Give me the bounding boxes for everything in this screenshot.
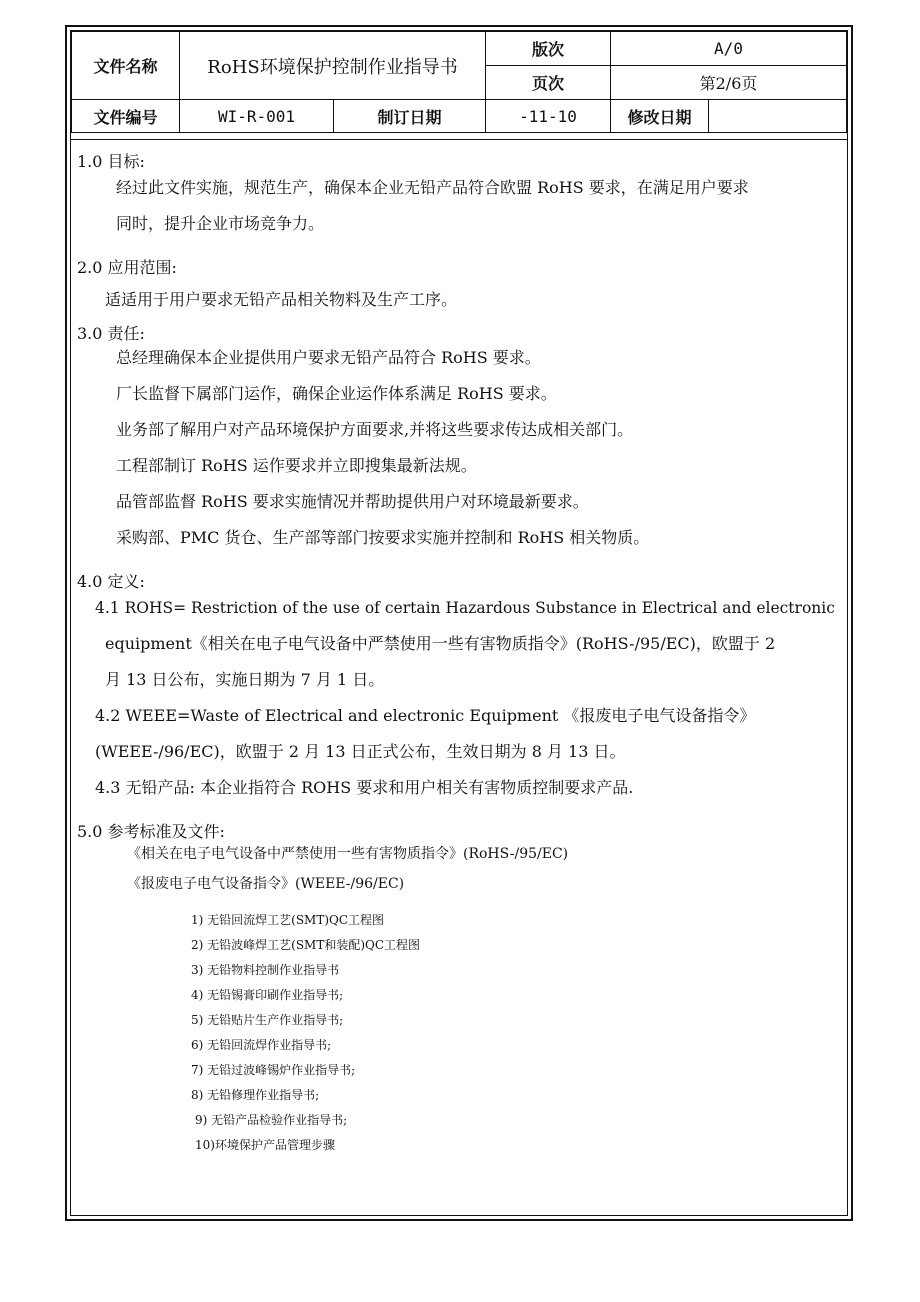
document-inner-frame: [70, 30, 848, 1216]
section-3-line: 总经理确保本企业提供用户要求无铅产品符合 RoHS 要求。: [116, 348, 541, 367]
section-4-line: 月 13 日公布，实施日期为 7 月 1 日。: [105, 670, 385, 689]
section-2-heading: 2.0 应用范围:: [77, 258, 177, 277]
modify-date-value: [709, 100, 847, 133]
revise-date-value: -11-10: [486, 100, 611, 133]
section-4-line: (WEEE-/96/EC)，欧盟于 2 月 13 日正式公布，生效日期为 8 月 13 日。: [95, 742, 626, 761]
section-1-line: 经过此文件实施，规范生产，确保本企业无铅产品符合欧盟 RoHS 要求，在满足用户要求: [116, 178, 749, 197]
section-3-line: 品管部监督 RoHS 要求实施情况并帮助提供用户对环境最新要求。: [116, 492, 589, 511]
list-item: 4) 无铅锡膏印刷作业指导书;: [191, 988, 344, 1002]
version-value: A/0: [611, 32, 847, 66]
document-frame: [65, 25, 853, 1221]
header-table: [71, 31, 847, 133]
section-4-line: 4.2 WEEE=Waste of Electrical and electronic Equipment 《报废电子电气设备指令》: [95, 706, 756, 725]
section-4-heading: 4.0 定义:: [77, 572, 145, 591]
section-4-line: equipment《相关在电子电气设备中严禁使用一些有害物质指令》(RoHS-/95/EC)，欧盟于 2: [105, 634, 776, 653]
file-name-label: 文件名称: [72, 32, 180, 100]
list-item: 1) 无铅回流焊工艺(SMT)QC工程图: [191, 913, 385, 927]
file-no-value: WI-R-001: [180, 100, 334, 133]
revise-date-label: 制订日期: [334, 100, 486, 133]
page-label: 页次: [486, 66, 611, 100]
section-1-heading: 1.0 目标:: [77, 152, 145, 171]
list-item: 6) 无铅回流焊作业指导书;: [191, 1038, 332, 1052]
list-item: 2) 无铅波峰焊工艺(SMT和装配)QC工程图: [191, 938, 421, 952]
section-4-line: 4.1 ROHS= Restriction of the use of certain Hazardous Substance in Electrical and electronic: [95, 599, 835, 617]
section-4-line: 4.3 无铅产品: 本企业指符合 ROHS 要求和用户相关有害物质控制要求产品.: [95, 778, 634, 797]
modify-date-label: 修改日期: [611, 100, 709, 133]
section-2-line: 适适用于用户要求无铅产品相关物料及生产工序。: [105, 290, 458, 309]
list-item: 3) 无铅物料控制作业指导书: [191, 963, 340, 977]
list-item: 10)环境保护产品管理步骤: [195, 1138, 335, 1152]
section-3-line: 采购部、PMC 货仓、生产部等部门按要求实施并控制和 RoHS 相关物质。: [116, 528, 650, 547]
list-item: 7) 无铅过波峰锡炉作业指导书;: [191, 1063, 356, 1077]
file-name-value: RoHS环境保护控制作业指导书: [180, 32, 486, 100]
page-value: 第2/6页: [611, 66, 847, 100]
reference-doc: 《相关在电子电气设备中严禁使用一些有害物质指令》(RoHS-/95/EC): [127, 846, 569, 862]
list-item: 8) 无铅修理作业指导书;: [191, 1088, 320, 1102]
list-item: 9) 无铅产品检验作业指导书;: [195, 1113, 348, 1127]
section-1-line: 同时，提升企业市场竞争力。: [116, 214, 325, 233]
document-body: [71, 139, 847, 1215]
section-5-heading: 5.0 参考标准及文件:: [77, 822, 225, 841]
section-3-line: 业务部了解用户对产品环境保护方面要求,并将这些要求传达成相关部门。: [116, 420, 634, 439]
list-item: 5) 无铅贴片生产作业指导书;: [191, 1013, 344, 1027]
section-3-heading: 3.0 责任:: [77, 324, 145, 343]
reference-doc: 《报废电子电气设备指令》(WEEE-/96/EC): [127, 876, 405, 892]
section-3-line: 厂长监督下属部门运作，确保企业运作体系满足 RoHS 要求。: [116, 384, 557, 403]
file-no-label: 文件编号: [72, 100, 180, 133]
section-3-line: 工程部制订 RoHS 运作要求并立即搜集最新法规。: [116, 456, 477, 475]
version-label: 版次: [486, 32, 611, 66]
